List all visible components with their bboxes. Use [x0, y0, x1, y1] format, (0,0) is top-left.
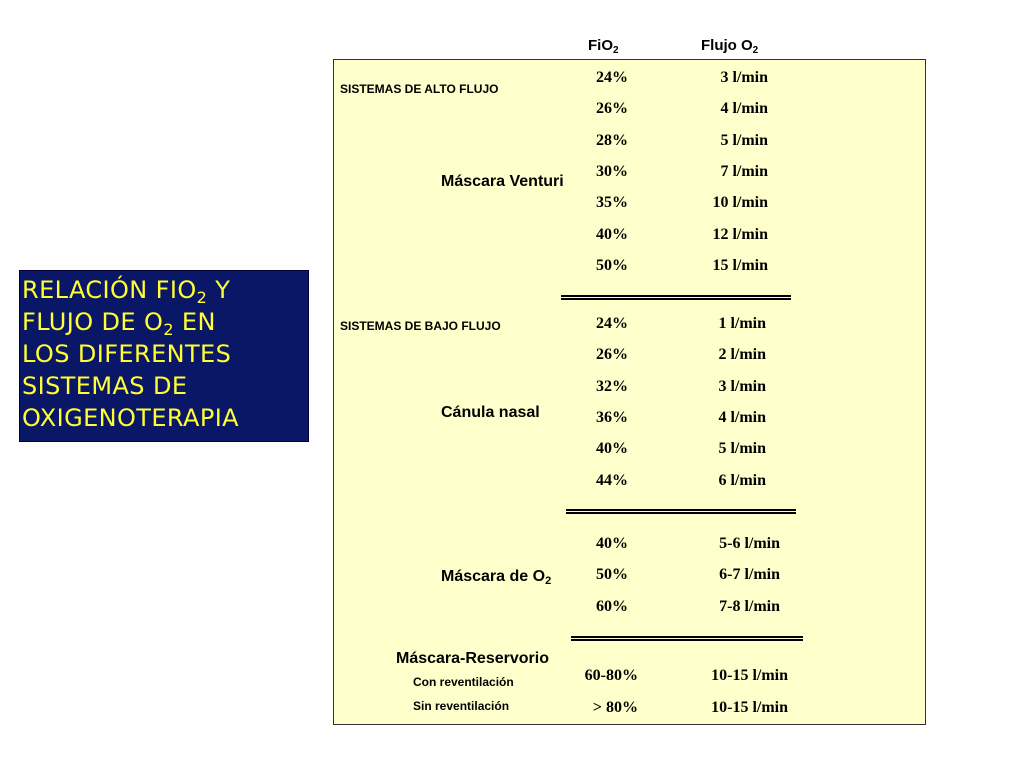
title-line-2: FLUJO DE $O_2$ EN [22, 308, 216, 339]
venturi-flow-3: 7 l/min [720, 162, 768, 180]
device-nasal: Cánula nasal [441, 404, 540, 421]
device-o2-mask: Máscara de $O_2$ [441, 568, 552, 587]
nasal-fio2-2: 32% [596, 377, 628, 395]
title-line-4: SISTEMAS DE [22, 372, 188, 400]
venturi-fio2-4: 35% [596, 194, 628, 212]
divider-venturi [561, 295, 791, 300]
venturi-fio2-0: 24% [596, 69, 628, 86]
title-line-1: RELACIÓN $FIO_2$ Y [22, 276, 231, 307]
nasal-flow-4: 5 l/min [718, 440, 766, 458]
oxygen-table-panel [333, 59, 926, 725]
nasal-flow-3: 4 l/min [718, 408, 766, 426]
nasal-fio2-5: 44% [596, 471, 628, 489]
section-high-flow: SISTEMAS DE ALTO FLUJO [340, 82, 499, 96]
venturi-fio2-5: 40% [596, 225, 628, 243]
nasal-flow-5: 6 l/min [718, 471, 766, 489]
nasal-fio2-3: 36% [596, 408, 628, 426]
venturi-flow-4: 10 l/min [712, 194, 768, 212]
nasal-fio2-0: 24% [596, 315, 628, 332]
mask-flow-2: 7-8 l/min [719, 597, 780, 615]
venturi-fio2-2: 28% [596, 131, 628, 149]
nasal-fio2-1: 26% [596, 346, 628, 364]
reservoir-fio2-0: 60-80% [584, 667, 638, 684]
divider-nasal [566, 509, 796, 514]
nasal-flow-2: 3 l/min [718, 377, 766, 395]
mask-flow-1: 6-7 l/min [719, 566, 780, 584]
device-reservoir: Máscara-Reservorio [396, 650, 549, 667]
venturi-flow-2: 5 l/min [720, 131, 768, 149]
reservoir-fio2-1: > 80% [592, 699, 638, 716]
venturi-flow-0: 3 l/min [720, 69, 768, 86]
reservoir-flow-0: 10-15 l/min [711, 667, 788, 684]
reservoir-flow-1: 10-15 l/min [711, 699, 788, 716]
reservoir-with-rebreathing: Con reventilación [413, 675, 514, 689]
title-line-5: OXIGENOTERAPIA [22, 404, 239, 432]
divider-mask [571, 636, 803, 641]
device-venturi: Máscara Venturi [441, 173, 564, 190]
nasal-flow-0: 1 l/min [718, 315, 766, 332]
header-flow: Flujo $O_2$ [701, 37, 759, 56]
header-fio2: FiO$_2$ [588, 37, 619, 56]
title-line-3: LOS DIFERENTES [22, 340, 232, 368]
slide-title [19, 270, 309, 442]
mask-flow-0: 5-6 l/min [719, 535, 780, 552]
nasal-fio2-4: 40% [596, 440, 628, 458]
venturi-fio2-6: 50% [596, 256, 628, 274]
mask-fio2-1: 50% [596, 566, 628, 584]
mask-fio2-2: 60% [596, 597, 628, 615]
section-low-flow: SISTEMAS DE BAJO FLUJO [340, 319, 501, 333]
mask-fio2-0: 40% [596, 535, 628, 552]
venturi-flow-1: 4 l/min [720, 100, 768, 118]
nasal-flow-1: 2 l/min [718, 346, 766, 364]
venturi-flow-6: 15 l/min [712, 256, 768, 274]
venturi-fio2-1: 26% [596, 100, 628, 118]
venturi-flow-5: 12 l/min [712, 225, 768, 243]
reservoir-without-rebreathing: Sin reventilación [413, 699, 510, 713]
venturi-fio2-3: 30% [596, 162, 628, 180]
